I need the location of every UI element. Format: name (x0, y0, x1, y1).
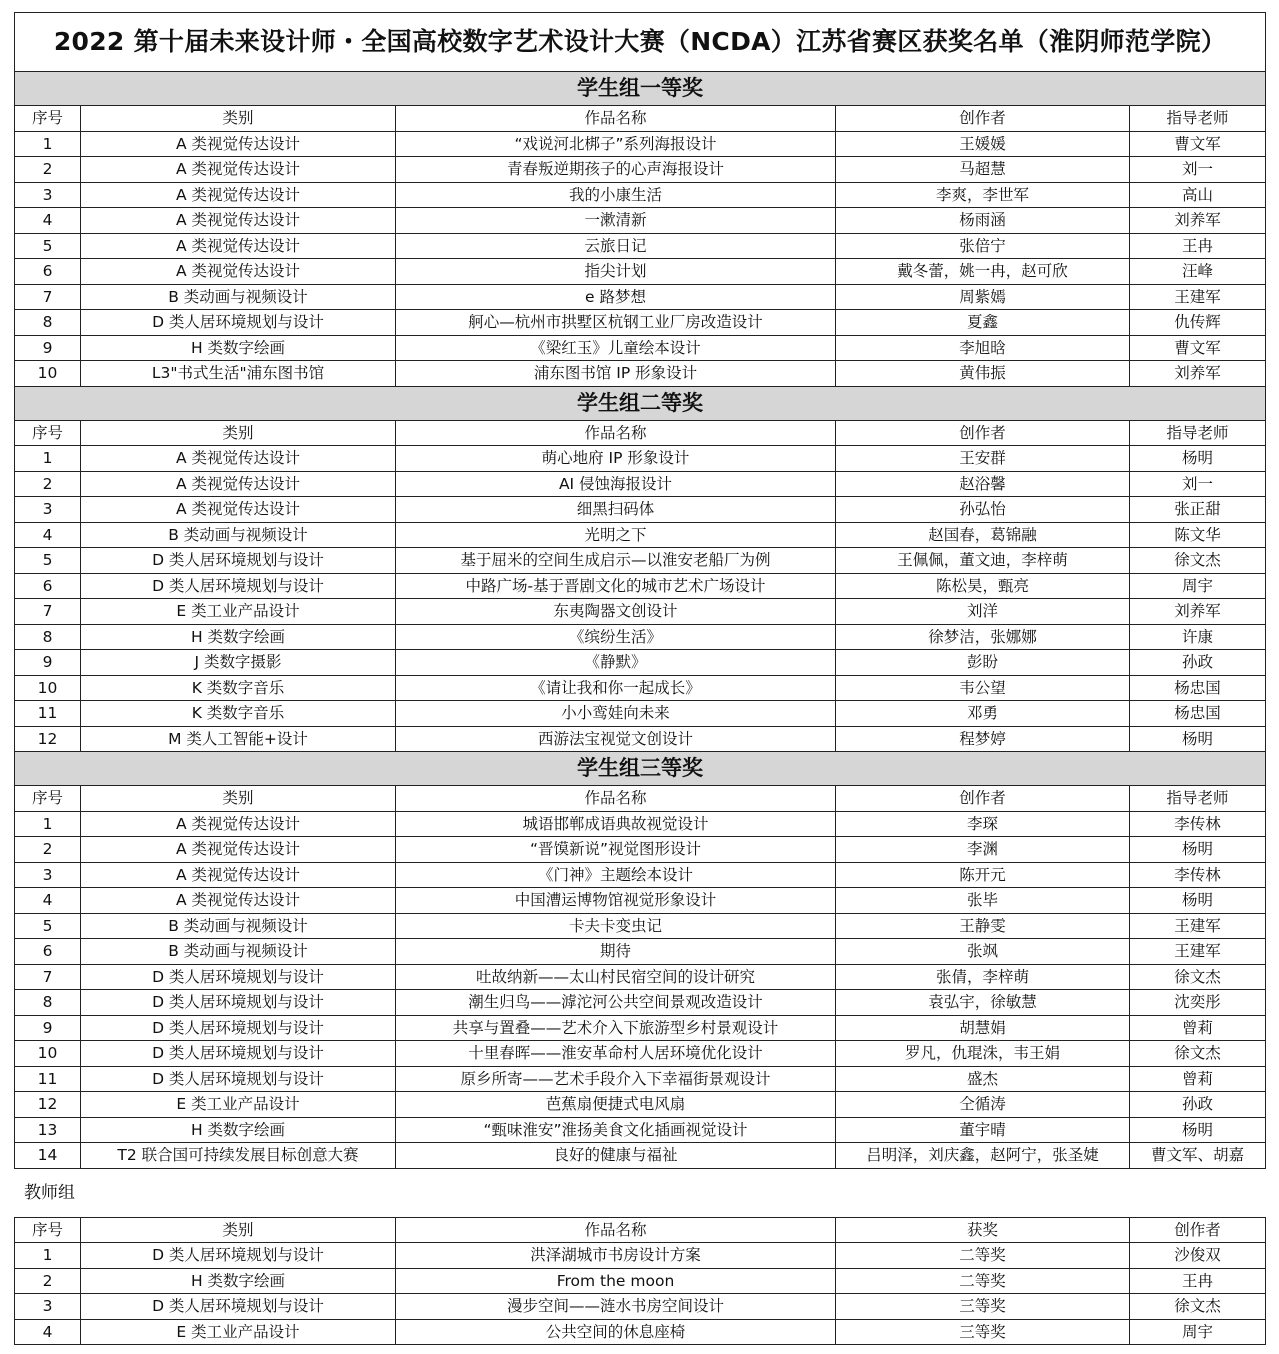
cell-category: A 类视觉传达设计 (81, 157, 396, 183)
cell-index: 序号 (15, 106, 81, 132)
cell-category: 类别 (81, 106, 396, 132)
cell-index: 12 (15, 726, 81, 752)
cell-index: 9 (15, 335, 81, 361)
cell-creator: 陈松昊，甄亮 (836, 573, 1130, 599)
table-row (15, 675, 1266, 701)
section-header-row (15, 72, 1266, 106)
cell-creator: 王静雯 (836, 913, 1130, 939)
cell-creator: 张倍宁 (836, 233, 1130, 259)
cell-index: 10 (15, 361, 81, 387)
table-row (15, 939, 1266, 965)
table-row (15, 1015, 1266, 1041)
cell-work-title: 良好的健康与福祉 (396, 1143, 836, 1169)
cell-advisor: 刘一 (1130, 157, 1266, 183)
cell-creator: 戴冬蕾，姚一冉，赵可欣 (836, 259, 1130, 285)
table-row (15, 233, 1266, 259)
cell-advisor: 刘养军 (1130, 208, 1266, 234)
cell-advisor: 王建军 (1130, 939, 1266, 965)
cell-index: 8 (15, 990, 81, 1016)
cell-index: 4 (15, 888, 81, 914)
column-header-row (15, 420, 1266, 446)
cell-advisor: 杨明 (1130, 446, 1266, 472)
cell-index: 11 (15, 701, 81, 727)
cell-advisor: 杨明 (1130, 888, 1266, 914)
cell-index: 4 (15, 522, 81, 548)
cell-index: 5 (15, 548, 81, 574)
cell-creator: 王安群 (836, 446, 1130, 472)
cell-index: 1 (15, 446, 81, 472)
cell-index: 2 (15, 1268, 81, 1294)
cell-work-title: 基于屈米的空间生成启示—以淮安老船厂为例 (396, 548, 836, 574)
cell-work-title: 舸心—杭州市拱墅区杭钢工业厂房改造设计 (396, 310, 836, 336)
cell-work-title: 《缤纷生活》 (396, 624, 836, 650)
column-header-row (15, 786, 1266, 812)
cell-category: K 类数字音乐 (81, 701, 396, 727)
table-row (15, 208, 1266, 234)
table-row (15, 913, 1266, 939)
cell-category: A 类视觉传达设计 (81, 811, 396, 837)
cell-creator: 袁弘宇，徐敏慧 (836, 990, 1130, 1016)
cell-category: D 类人居环境规划与设计 (81, 1041, 396, 1067)
cell-category: B 类动画与视频设计 (81, 284, 396, 310)
table-row (15, 259, 1266, 285)
cell-category: M 类人工智能+设计 (81, 726, 396, 752)
table-row (15, 650, 1266, 676)
table-row (15, 990, 1266, 1016)
cell-category: H 类数字绘画 (81, 1117, 396, 1143)
table-row (15, 726, 1266, 752)
cell-category: 类别 (81, 420, 396, 446)
table-row (15, 1294, 1266, 1320)
cell-category: B 类动画与视频设计 (81, 913, 396, 939)
cell-category: A 类视觉传达设计 (81, 208, 396, 234)
cell-advisor: 徐文杰 (1130, 1041, 1266, 1067)
cell-creator: 韦公望 (836, 675, 1130, 701)
cell-advisor: 指导老师 (1130, 420, 1266, 446)
cell-work-title: 萌心地府 IP 形象设计 (396, 446, 836, 472)
cell-creator: 赵浴馨 (836, 471, 1130, 497)
cell-index: 4 (15, 1319, 81, 1345)
cell-category: A 类视觉传达设计 (81, 837, 396, 863)
cell-category: D 类人居环境规划与设计 (81, 964, 396, 990)
cell-category: A 类视觉传达设计 (81, 471, 396, 497)
cell-category: B 类动画与视频设计 (81, 939, 396, 965)
cell-work-title: 公共空间的休息座椅 (396, 1319, 836, 1345)
cell-category: D 类人居环境规划与设计 (81, 548, 396, 574)
cell-work-title: 云旅日记 (396, 233, 836, 259)
table-row (15, 1066, 1266, 1092)
cell-index: 3 (15, 497, 81, 523)
teacher-group-label: 教师组 (24, 1182, 75, 1203)
cell-index: 7 (15, 599, 81, 625)
table-row (15, 157, 1266, 183)
cell-index: 1 (15, 131, 81, 157)
cell-category: A 类视觉传达设计 (81, 862, 396, 888)
table-row (15, 497, 1266, 523)
cell-creator: 盛杰 (836, 1066, 1130, 1092)
cell-creator: 罗凡，仇琨洙，韦王娟 (836, 1041, 1130, 1067)
cell-award: 二等奖 (836, 1243, 1130, 1269)
cell-creator: 董宇晴 (836, 1117, 1130, 1143)
cell-creator: 吕明泽，刘庆鑫，赵阿宁，张圣婕 (836, 1143, 1130, 1169)
cell-index: 6 (15, 259, 81, 285)
cell-index: 12 (15, 1092, 81, 1118)
cell-category: A 类视觉传达设计 (81, 233, 396, 259)
cell-index: 5 (15, 233, 81, 259)
section-title: 学生组一等奖 (15, 72, 1266, 106)
cell-advisor: 周宇 (1130, 573, 1266, 599)
cell-advisor: 刘养军 (1130, 361, 1266, 387)
cell-creator: 创作者 (836, 786, 1130, 812)
cell-index: 5 (15, 913, 81, 939)
table-row (15, 599, 1266, 625)
cell-advisor: 李传林 (1130, 811, 1266, 837)
cell-creator: 孙弘怡 (836, 497, 1130, 523)
cell-creator: 马超慧 (836, 157, 1130, 183)
cell-work-title: 中路广场-基于晋剧文化的城市艺术广场设计 (396, 573, 836, 599)
cell-creator: 程梦婷 (836, 726, 1130, 752)
cell-work-title: 浦东图书馆 IP 形象设计 (396, 361, 836, 387)
cell-work-title: 作品名称 (396, 786, 836, 812)
cell-work-title: 指尖计划 (396, 259, 836, 285)
cell-work-title: 《请让我和你一起成长》 (396, 675, 836, 701)
cell-work-title: 《门神》主题绘本设计 (396, 862, 836, 888)
cell-creator: 黄伟振 (836, 361, 1130, 387)
cell-advisor: 曹文军 (1130, 131, 1266, 157)
table-row (15, 1092, 1266, 1118)
cell-category: D 类人居环境规划与设计 (81, 1243, 396, 1269)
cell-index: 2 (15, 471, 81, 497)
cell-creator: 沙俊双 (1130, 1243, 1266, 1269)
cell-advisor: 沈奕彤 (1130, 990, 1266, 1016)
cell-index: 2 (15, 157, 81, 183)
cell-creator: 张飒 (836, 939, 1130, 965)
cell-creator: 邓勇 (836, 701, 1130, 727)
cell-category: K 类数字音乐 (81, 675, 396, 701)
cell-index: 3 (15, 862, 81, 888)
cell-creator: 张毕 (836, 888, 1130, 914)
column-header-row (15, 106, 1266, 132)
cell-advisor: 陈文华 (1130, 522, 1266, 548)
table-row (15, 182, 1266, 208)
cell-work-title: 青春叛逆期孩子的心声海报设计 (396, 157, 836, 183)
cell-creator: 王媛媛 (836, 131, 1130, 157)
cell-creator: 李琛 (836, 811, 1130, 837)
cell-category: L3"书式生活"浦东图书馆 (81, 361, 396, 387)
cell-work-title: 我的小康生活 (396, 182, 836, 208)
cell-category: H 类数字绘画 (81, 335, 396, 361)
cell-category: 类别 (81, 786, 396, 812)
section-title: 学生组三等奖 (15, 752, 1266, 786)
cell-category: A 类视觉传达设计 (81, 131, 396, 157)
cell-advisor: 刘养军 (1130, 599, 1266, 625)
cell-creator: 徐梦洁，张娜娜 (836, 624, 1130, 650)
cell-work-title: 光明之下 (396, 522, 836, 548)
cell-advisor: 曹文军 (1130, 335, 1266, 361)
section-header-row (15, 752, 1266, 786)
cell-creator: 陈开元 (836, 862, 1130, 888)
column-header-row (15, 1217, 1266, 1243)
cell-category: A 类视觉传达设计 (81, 182, 396, 208)
cell-advisor: 杨明 (1130, 1117, 1266, 1143)
cell-work-title: 一漱清新 (396, 208, 836, 234)
cell-category: E 类工业产品设计 (81, 1319, 396, 1345)
cell-creator: 杨雨涵 (836, 208, 1130, 234)
cell-work-title: From the moon (396, 1268, 836, 1294)
cell-category: D 类人居环境规划与设计 (81, 1294, 396, 1320)
cell-creator: 创作者 (836, 420, 1130, 446)
table-row (15, 811, 1266, 837)
award-table (14, 12, 1266, 1169)
cell-category: H 类数字绘画 (81, 624, 396, 650)
cell-work-title: 西游法宝视觉文创设计 (396, 726, 836, 752)
cell-advisor: 孙政 (1130, 650, 1266, 676)
table-row (15, 284, 1266, 310)
cell-advisor: 李传林 (1130, 862, 1266, 888)
table-row (15, 701, 1266, 727)
cell-work-title: 作品名称 (396, 1217, 836, 1243)
section-header-row (15, 386, 1266, 420)
cell-work-title: 潮生归鸟——滹沱河公共空间景观改造设计 (396, 990, 836, 1016)
cell-creator: 张倩，李梓萌 (836, 964, 1130, 990)
cell-advisor: 指导老师 (1130, 786, 1266, 812)
cell-index: 13 (15, 1117, 81, 1143)
cell-creator: 创作者 (1130, 1217, 1266, 1243)
cell-creator: 胡慧娟 (836, 1015, 1130, 1041)
cell-work-title: “晋馍新说”视觉图形设计 (396, 837, 836, 863)
cell-work-title: 期待 (396, 939, 836, 965)
cell-advisor: 杨明 (1130, 837, 1266, 863)
cell-work-title: 东夷陶器文创设计 (396, 599, 836, 625)
cell-creator: 周紫嫣 (836, 284, 1130, 310)
table-row (15, 471, 1266, 497)
cell-index: 10 (15, 1041, 81, 1067)
cell-category: A 类视觉传达设计 (81, 497, 396, 523)
cell-work-title: 《静默》 (396, 650, 836, 676)
cell-category: B 类动画与视频设计 (81, 522, 396, 548)
table-row (15, 361, 1266, 387)
cell-work-title: 细黑扫码体 (396, 497, 836, 523)
cell-advisor: 徐文杰 (1130, 964, 1266, 990)
cell-category: E 类工业产品设计 (81, 1092, 396, 1118)
cell-index: 1 (15, 811, 81, 837)
cell-award: 二等奖 (836, 1268, 1130, 1294)
cell-advisor: 杨忠国 (1130, 675, 1266, 701)
table-row (15, 335, 1266, 361)
cell-creator: 夏鑫 (836, 310, 1130, 336)
cell-index: 6 (15, 573, 81, 599)
table-row (15, 1243, 1266, 1269)
table-row (15, 964, 1266, 990)
cell-work-title: 作品名称 (396, 420, 836, 446)
cell-index: 3 (15, 1294, 81, 1320)
table-row (15, 1117, 1266, 1143)
cell-advisor: 杨忠国 (1130, 701, 1266, 727)
cell-category: D 类人居环境规划与设计 (81, 1066, 396, 1092)
cell-award: 三等奖 (836, 1294, 1130, 1320)
cell-index: 1 (15, 1243, 81, 1269)
cell-creator: 李爽，李世军 (836, 182, 1130, 208)
table-row (15, 1041, 1266, 1067)
cell-work-title: 卡夫卡变虫记 (396, 913, 836, 939)
section-title: 学生组二等奖 (15, 386, 1266, 420)
cell-advisor: 汪峰 (1130, 259, 1266, 285)
cell-index: 4 (15, 208, 81, 234)
cell-work-title: “甄味淮安”淮扬美食文化插画视觉设计 (396, 1117, 836, 1143)
cell-category: H 类数字绘画 (81, 1268, 396, 1294)
cell-category: J 类数字摄影 (81, 650, 396, 676)
cell-advisor: 许康 (1130, 624, 1266, 650)
cell-category: D 类人居环境规划与设计 (81, 310, 396, 336)
cell-creator: 仝循涛 (836, 1092, 1130, 1118)
teacher-award-table (14, 1217, 1266, 1346)
cell-work-title: 原乡所寄——艺术手段介入下幸福街景观设计 (396, 1066, 836, 1092)
table-row (15, 131, 1266, 157)
cell-index: 9 (15, 1015, 81, 1041)
cell-advisor: 张正甜 (1130, 497, 1266, 523)
table-row (15, 310, 1266, 336)
cell-work-title: 作品名称 (396, 106, 836, 132)
cell-work-title: “戏说河北梆子”系列海报设计 (396, 131, 836, 157)
table-row (15, 1143, 1266, 1169)
cell-category: T2 联合国可持续发展目标创意大赛 (81, 1143, 396, 1169)
cell-category: A 类视觉传达设计 (81, 259, 396, 285)
cell-index: 8 (15, 624, 81, 650)
cell-creator: 王冉 (1130, 1268, 1266, 1294)
award-document (14, 12, 1265, 1345)
cell-advisor: 王冉 (1130, 233, 1266, 259)
cell-advisor: 仇传辉 (1130, 310, 1266, 336)
cell-advisor: 刘一 (1130, 471, 1266, 497)
cell-index: 序号 (15, 786, 81, 812)
cell-advisor: 孙政 (1130, 1092, 1266, 1118)
cell-work-title: AI 侵蚀海报设计 (396, 471, 836, 497)
cell-index: 7 (15, 284, 81, 310)
cell-advisor: 曹文军、胡嘉 (1130, 1143, 1266, 1169)
cell-index: 3 (15, 182, 81, 208)
cell-work-title: 《梁红玉》儿童绘本设计 (396, 335, 836, 361)
cell-advisor: 曾莉 (1130, 1015, 1266, 1041)
table-row (15, 1319, 1266, 1345)
cell-work-title: 小小鸾娃向未来 (396, 701, 836, 727)
cell-advisor: 杨明 (1130, 726, 1266, 752)
cell-index: 7 (15, 964, 81, 990)
cell-work-title: 十里春晖——淮安革命村人居环境优化设计 (396, 1041, 836, 1067)
cell-advisor: 曾莉 (1130, 1066, 1266, 1092)
cell-index: 序号 (15, 420, 81, 446)
cell-index: 6 (15, 939, 81, 965)
cell-category: D 类人居环境规划与设计 (81, 1015, 396, 1041)
cell-creator: 徐文杰 (1130, 1294, 1266, 1320)
cell-work-title: 中国漕运博物馆视觉形象设计 (396, 888, 836, 914)
cell-award: 获奖 (836, 1217, 1130, 1243)
cell-creator: 赵国春，葛锦融 (836, 522, 1130, 548)
page-title: 2022 第十届未来设计师・全国高校数字艺术设计大赛（NCDA）江苏省赛区获奖名单（淮阴师范学院） (15, 13, 1266, 72)
cell-category: A 类视觉传达设计 (81, 446, 396, 472)
cell-advisor: 王建军 (1130, 913, 1266, 939)
cell-advisor: 徐文杰 (1130, 548, 1266, 574)
cell-category: D 类人居环境规划与设计 (81, 573, 396, 599)
cell-index: 2 (15, 837, 81, 863)
cell-category: E 类工业产品设计 (81, 599, 396, 625)
cell-work-title: 漫步空间——涟水书房空间设计 (396, 1294, 836, 1320)
table-row (15, 1268, 1266, 1294)
cell-index: 14 (15, 1143, 81, 1169)
table-row (15, 862, 1266, 888)
cell-category: 类别 (81, 1217, 396, 1243)
cell-advisor: 高山 (1130, 182, 1266, 208)
table-row (15, 573, 1266, 599)
table-row (15, 522, 1266, 548)
cell-work-title: e 路梦想 (396, 284, 836, 310)
table-row (15, 548, 1266, 574)
table-row (15, 837, 1266, 863)
cell-advisor: 王建军 (1130, 284, 1266, 310)
cell-creator: 王佩佩，董文迪，李梓萌 (836, 548, 1130, 574)
cell-creator: 周宇 (1130, 1319, 1266, 1345)
cell-creator: 李渊 (836, 837, 1130, 863)
cell-creator: 刘洋 (836, 599, 1130, 625)
cell-category: D 类人居环境规划与设计 (81, 990, 396, 1016)
cell-index: 11 (15, 1066, 81, 1092)
cell-creator: 彭盼 (836, 650, 1130, 676)
cell-creator: 李旭晗 (836, 335, 1130, 361)
cell-index: 10 (15, 675, 81, 701)
table-row (15, 888, 1266, 914)
table-row (15, 624, 1266, 650)
cell-index: 8 (15, 310, 81, 336)
cell-creator: 创作者 (836, 106, 1130, 132)
cell-work-title: 芭蕉扇便捷式电风扇 (396, 1092, 836, 1118)
cell-advisor: 指导老师 (1130, 106, 1266, 132)
cell-work-title: 洪泽湖城市书房设计方案 (396, 1243, 836, 1269)
cell-index: 9 (15, 650, 81, 676)
cell-work-title: 共享与置叠——艺术介入下旅游型乡村景观设计 (396, 1015, 836, 1041)
cell-work-title: 吐故纳新——太山村民宿空间的设计研究 (396, 964, 836, 990)
cell-work-title: 城语邯郸成语典故视觉设计 (396, 811, 836, 837)
cell-index: 序号 (15, 1217, 81, 1243)
cell-award: 三等奖 (836, 1319, 1130, 1345)
table-row (15, 446, 1266, 472)
cell-category: A 类视觉传达设计 (81, 888, 396, 914)
